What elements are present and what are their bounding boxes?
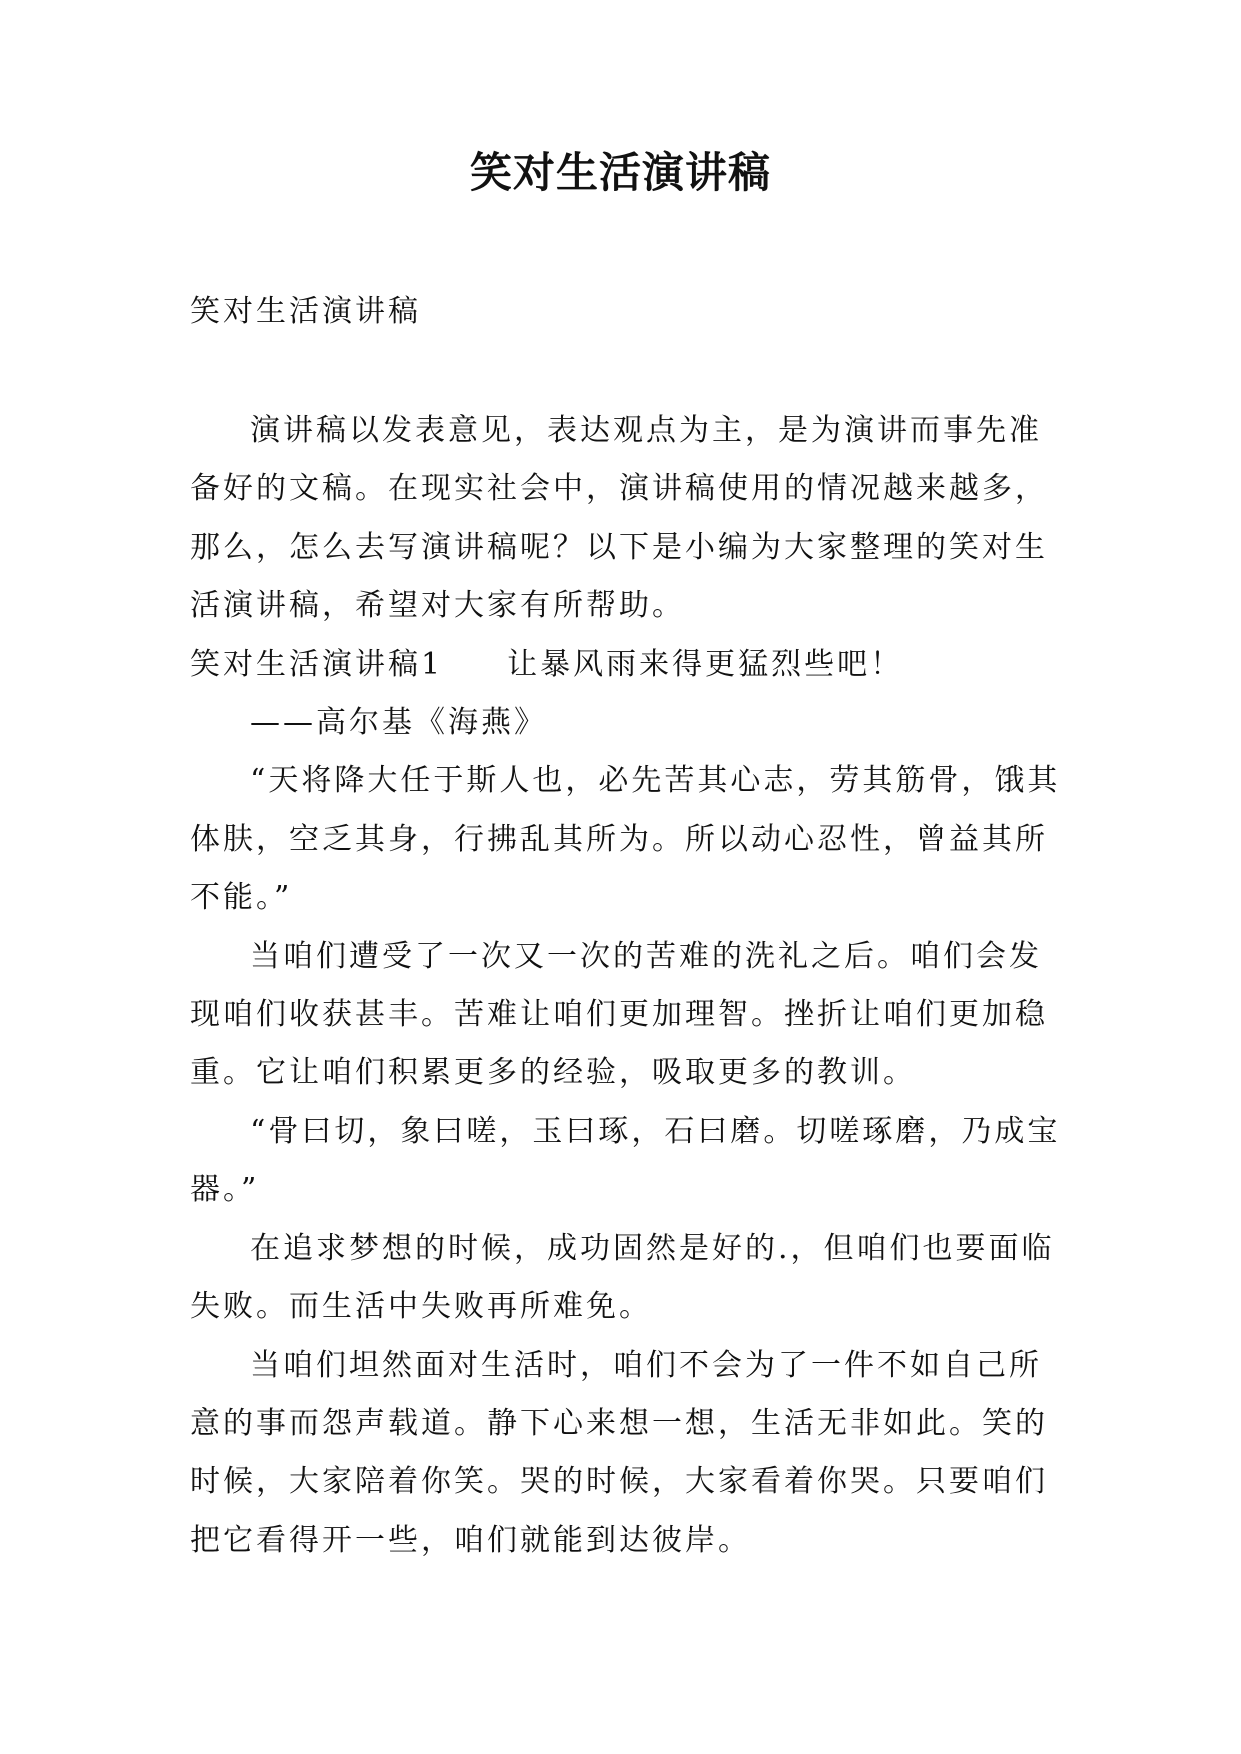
section-heading: 笑对生活演讲稿1 [190, 646, 444, 682]
epigraph: 让暴风雨来得更猛烈些吧！ [507, 646, 904, 682]
document-title: 笑对生活演讲稿 [469, 148, 771, 197]
section-heading-line [190, 636, 1062, 694]
intro-paragraph: 演讲稿以发表意见，表达观点为主，是为演讲而事先准备好的文稿。在现实社会中，演讲稿使用的情况越来越多，那么，怎么去写演讲稿呢？以下是小编为大家整理的笑对生活演讲稿，希望对大家有所帮助。 [190, 413, 1048, 624]
quote-paragraph: “天将降大任于斯人也，必先苦其心志，劳其筋骨，饿其体肤，空乏其身，行拂乱其所为。所以动心忍性，曾益其所不能。” [190, 763, 1061, 916]
epigraph-attribution: ——高尔基《海燕》 [250, 705, 547, 741]
document-body [190, 402, 1062, 1570]
body-paragraph: 当咱们遭受了一次又一次的苦难的洗礼之后。咱们会发现咱们收获甚丰。苦难让咱们更加理智。挫折让咱们更加稳重。它让咱们积累更多的经验，吸取更多的教训。 [190, 938, 1048, 1091]
body-paragraph: 当咱们坦然面对生活时，咱们不会为了一件不如自己所意的事而怨声载道。静下心来想一想，生活无非如此。笑的时候，大家陪着你笑。哭的时候，大家看着你哭。只要咱们把它看得开一些，咱们就能到达彼岸。 [190, 1347, 1048, 1558]
quote-paragraph: “骨曰切，象曰嗟，玉曰琢，石曰磨。切嗟琢磨，乃成宝器。” [190, 1113, 1061, 1208]
document-subtitle: 笑对生活演讲稿 [190, 294, 421, 329]
body-paragraph: 在追求梦想的时候，成功固然是好的.，但咱们也要面临失败。而生活中失败再所难免。 [190, 1230, 1055, 1325]
